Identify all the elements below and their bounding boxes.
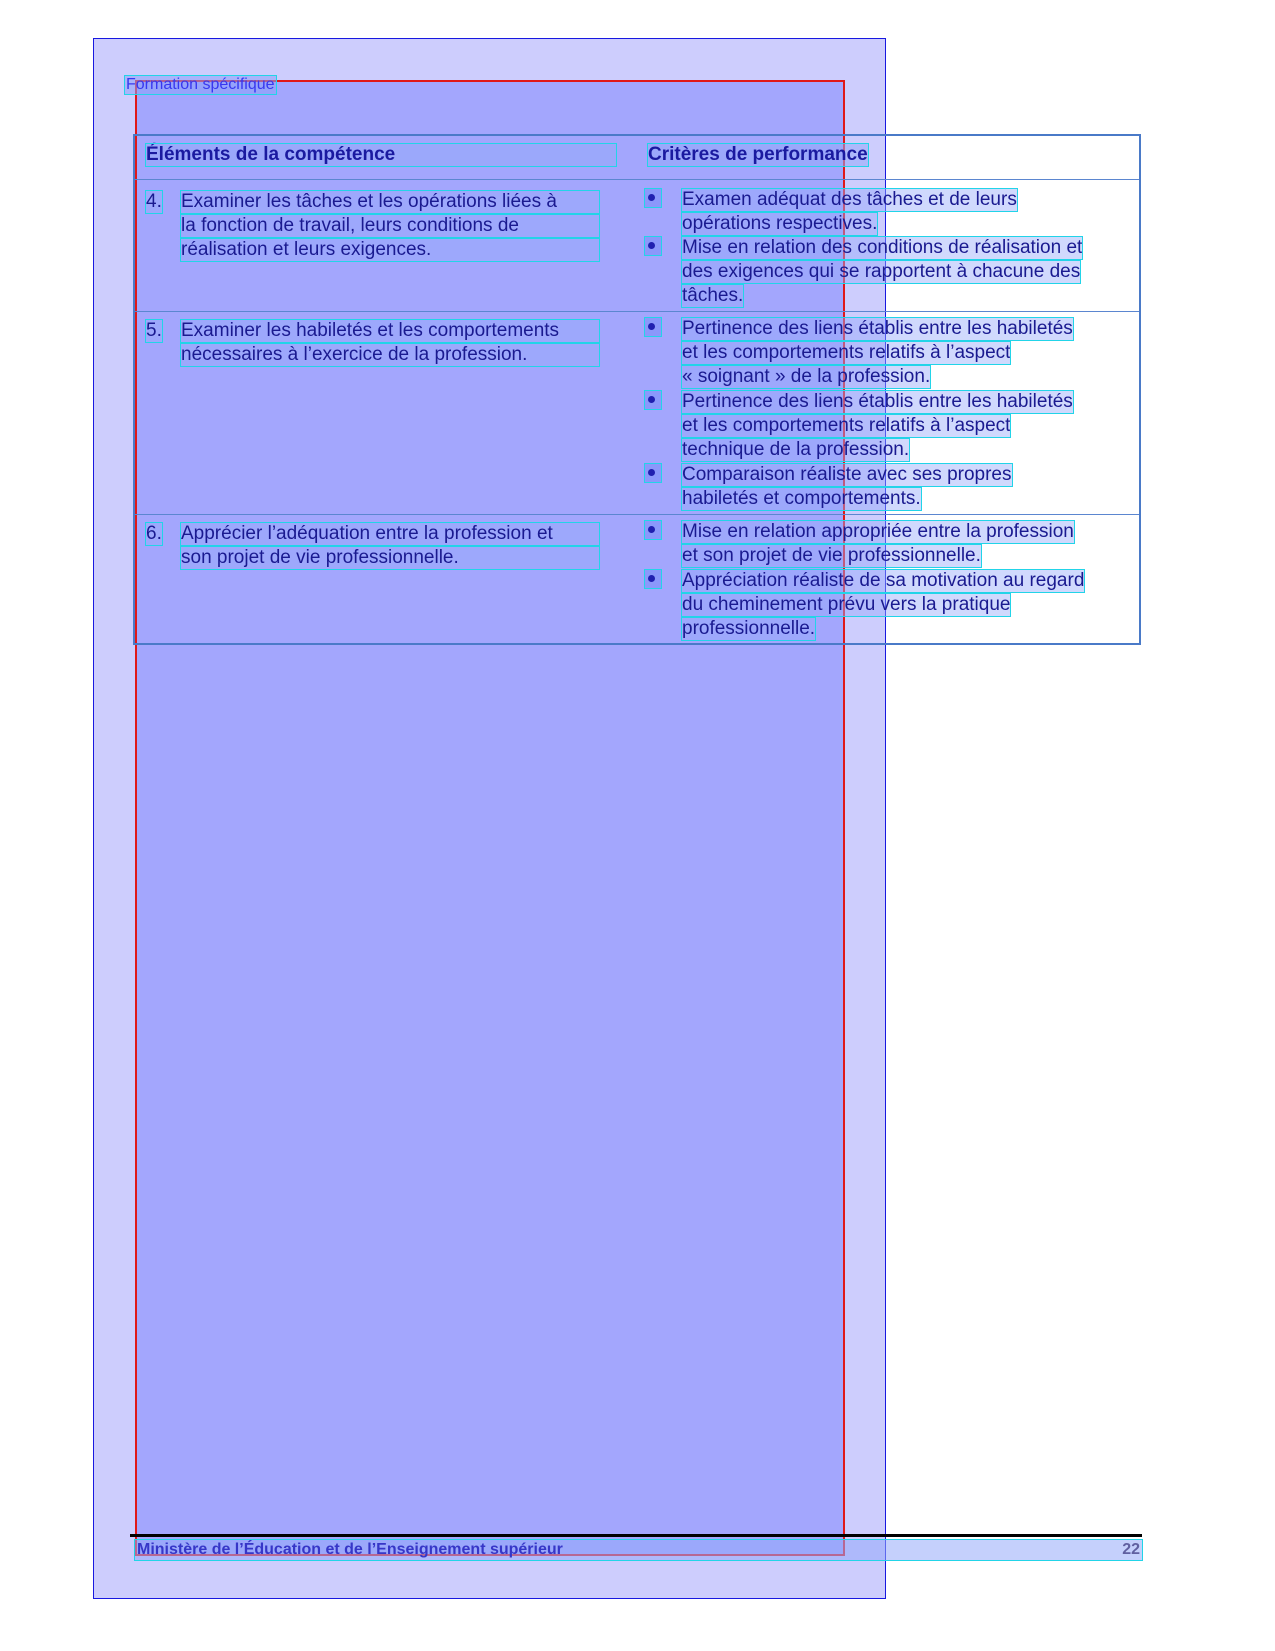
criterion-text: Pertinence des liens établis entre les habiletés (682, 318, 1073, 339)
element-text: la fonction de travail, leurs conditions de (181, 215, 599, 237)
criterion-text: Mise en relation des conditions de réalisation et (682, 237, 1083, 258)
criterion-text: « soignant » de la profession. (682, 366, 931, 387)
criterion-text: habiletés et comportements. (682, 488, 921, 509)
footer-rule (130, 1534, 1142, 1537)
competency-table (133, 134, 1141, 645)
row-divider (135, 514, 1139, 515)
element-number: 4. (146, 191, 162, 212)
element-text: réalisation et leurs exigences. (181, 239, 599, 261)
page-number: 22 (1122, 1541, 1140, 1558)
criterion-text: et les comportements relatifs à l’aspect (682, 415, 1011, 436)
element-number: 6. (146, 523, 162, 544)
section-header: Formation spécifique (126, 76, 275, 93)
criterion-text: et son projet de vie professionnelle. (682, 545, 981, 566)
criterion-text: opérations respectives. (682, 213, 878, 234)
element-text: Apprécier l’adéquation entre la profession et (181, 523, 599, 545)
bullet-icon (645, 318, 661, 336)
bullet-icon (645, 570, 661, 588)
page-footer (135, 1540, 1142, 1560)
criterion-text: Pertinence des liens établis entre les habiletés (682, 391, 1073, 412)
element-text: son projet de vie professionnelle. (181, 547, 599, 569)
column-header-criteria: Critères de performance (648, 144, 868, 165)
row-divider (135, 179, 1139, 180)
column-header-elements: Éléments de la compétence (146, 144, 616, 166)
element-number: 5. (146, 320, 162, 341)
criterion-text: du cheminement prévu vers la pratique (682, 594, 1011, 615)
bullet-icon (645, 237, 661, 255)
row-divider (135, 311, 1139, 312)
criterion-text: et les comportements relatifs à l’aspect (682, 342, 1011, 363)
criterion-text: professionnelle. (682, 618, 816, 639)
criterion-text: Examen adéquat des tâches et de leurs (682, 189, 1017, 210)
footer-ministry: Ministère de l’Éducation et de l’Enseignement supérieur (137, 1541, 563, 1558)
bullet-icon (645, 464, 661, 482)
element-text: nécessaires à l’exercice de la profession. (181, 344, 599, 366)
criterion-text: tâches. (682, 285, 744, 306)
criterion-text: Mise en relation appropriée entre la profession (682, 521, 1074, 542)
element-text: Examiner les tâches et les opérations liées à (181, 191, 599, 213)
criterion-text: Appréciation réaliste de sa motivation au regard (682, 570, 1085, 591)
criterion-text: des exigences qui se rapportent à chacune des (682, 261, 1081, 282)
bullet-icon (645, 391, 661, 409)
criterion-text: technique de la profession. (682, 439, 910, 460)
criterion-text: Comparaison réaliste avec ses propres (682, 464, 1012, 485)
bullet-icon (645, 521, 661, 539)
element-text: Examiner les habiletés et les comportements (181, 320, 599, 342)
bullet-icon (645, 189, 661, 207)
